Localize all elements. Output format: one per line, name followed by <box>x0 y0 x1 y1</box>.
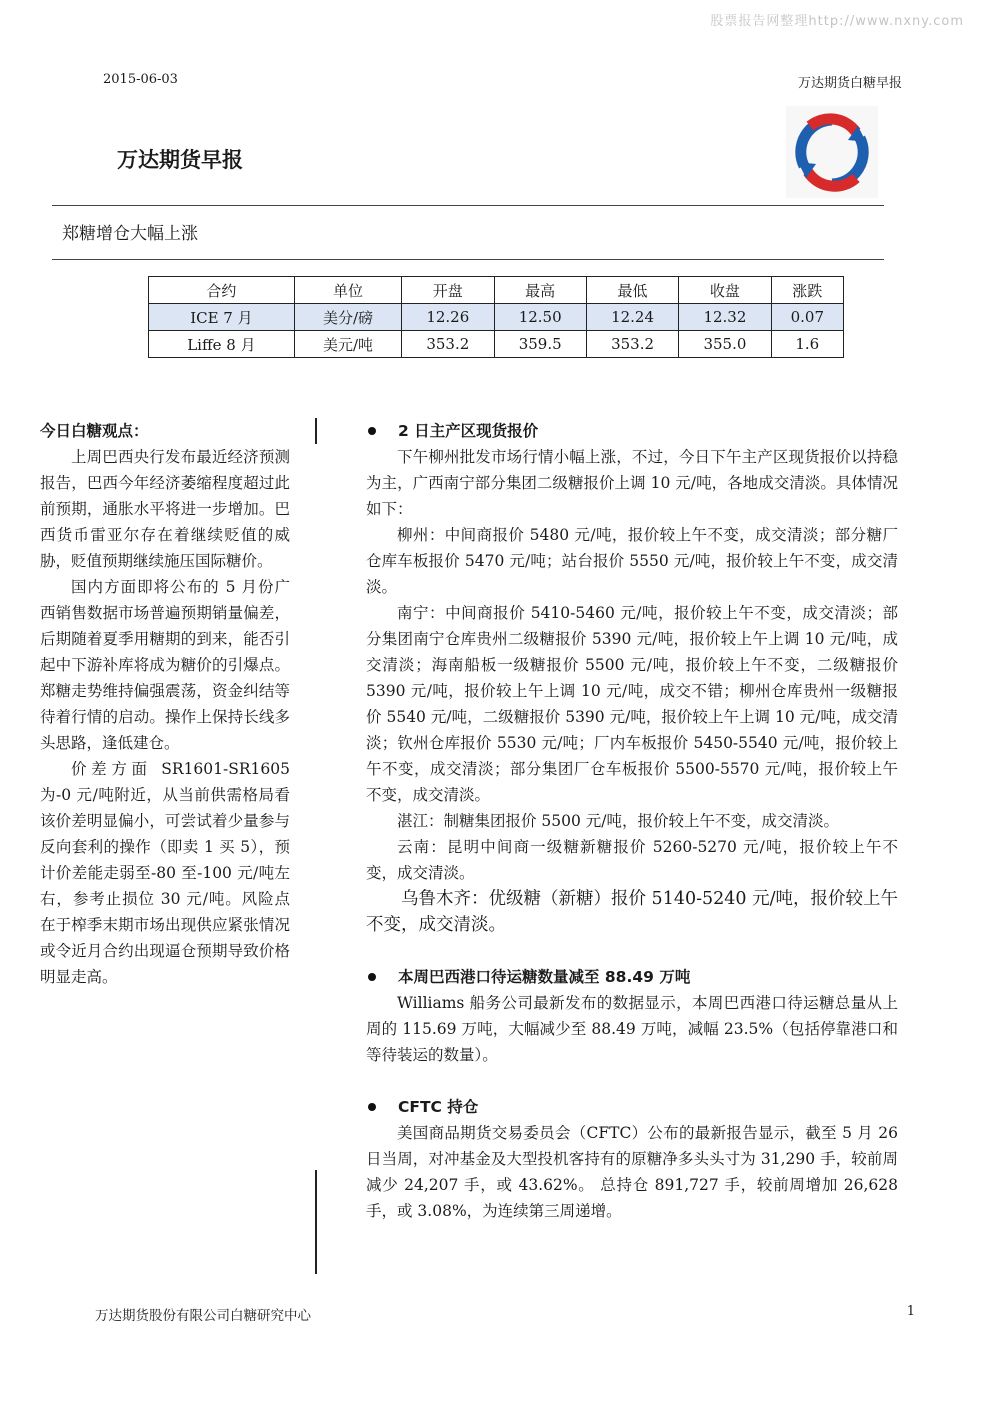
column-separator-top <box>315 418 317 444</box>
table-header-cell: 开盘 <box>402 277 494 304</box>
brazil-port-section <box>366 964 898 1068</box>
table-header-cell: 单位 <box>294 277 401 304</box>
section-paragraph: 柳州：中间商报价 5480 元/吨，报价较上午不变，成交清淡；部分糖厂仓库车板报价 5470 元/吨；站台报价 5550 元/吨，报价较上午不变，成交清淡。 <box>366 526 898 596</box>
cftc-section <box>366 1094 898 1224</box>
bullet-icon <box>368 973 376 981</box>
section-paragraph: 乌鲁木齐：优级糖（新糖）报价 5140-5240 元/吨，报价较上午不变，成交清淡。 <box>366 889 899 935</box>
table-row <box>149 304 844 331</box>
table-cell: 1.6 <box>771 331 843 358</box>
section-paragraph: 湛江：制糖集团报价 5500 元/吨，报价较上午不变，成交清淡。 <box>397 812 840 830</box>
watermark: 股票报告网整理http://www.nxny.com <box>710 14 964 29</box>
section-paragraph: 南宁：中间商报价 5410-5460 元/吨，报价较上午不变，成交清淡；部分集团南宁仓库贵州二级糖报价 5390 元/吨，报价较上午上调 10 元/吨，成交清淡；海南船板一级糖报价 5500 元/吨，报价较上午不变，二级糖报价 5390 元/吨，报价较上午上调 10 元/吨，成交不错；柳州仓库贵州一级糖报价 5540 元/吨，二级糖报价 5390 元/吨，报价较上午上调 10 元/吨，成交清淡；钦州仓库报价 5530 元/吨；厂内车板报价 5450-5540 元/吨，报价较上午不变，成交清淡；部分集团厂仓车板报价 5500-5570 元/吨，报价较上午不变，成交清淡。 <box>366 604 898 804</box>
table-cell: 12.50 <box>494 304 586 331</box>
table-header-row <box>149 277 844 304</box>
section-heading <box>366 418 898 444</box>
page-number: 1 <box>906 1304 915 1319</box>
table-row <box>149 331 844 358</box>
report-title: 万达期货早报 <box>117 148 243 172</box>
table-cell: 美元/吨 <box>294 331 401 358</box>
table-cell: 355.0 <box>679 331 771 358</box>
company-logo <box>786 106 878 198</box>
section-heading-text: CFTC 持仓 <box>398 1098 479 1116</box>
table-cell: ICE 7 月 <box>149 304 295 331</box>
bullet-icon <box>368 427 376 435</box>
section-heading <box>366 1094 898 1120</box>
table-cell: 353.2 <box>402 331 494 358</box>
outlook-paragraph: 价差方面 SR1601-SR1605 为-0 元/吨附近，从当前供需格局看该价差明显偏小，可尝试着少量参与反向套利的操作（即卖 1 买 5），预计价差能走弱至-80 至-100 元/吨左右，参考止损位 30 元/吨。风险点在于榨季末期市场出现供应紧张情况或令近月合约出现逼仓预期导致价格明显走高。 <box>40 760 290 986</box>
section-paragraph: 下午柳州批发市场行情小幅上涨，不过，今日下午主产区现货报价以持稳为主，广西南宁部分集团二级糖报价上调 10 元/吨，各地成交清淡。具体情况如下： <box>366 448 898 518</box>
table-cell: 12.24 <box>586 304 678 331</box>
title-divider <box>52 205 884 206</box>
sugar-outlook-column <box>40 418 290 990</box>
table-header-cell: 最高 <box>494 277 586 304</box>
table-header-cell: 涨跌 <box>771 277 843 304</box>
section-paragraph: Williams 船务公司最新发布的数据显示，本周巴西港口待运糖总量从上周的 115.69 万吨，大幅减少至 88.49 万吨，减幅 23.5%（包括停靠港口和等待装运的数量）。 <box>366 994 898 1064</box>
section-paragraph: 美国商品期货交易委员会（CFTC）公布的最新报告显示，截至 5 月 26 日当周，对冲基金及大型投机客持有的原糖净多头头寸为 31,290 手，较前周减少 24,207 手，或 43.62%。 总持仓 891,727 手，较前周增加 26,628 手，或 3.08%，为连续第三周递增。 <box>366 1124 898 1220</box>
table-cell: 353.2 <box>586 331 678 358</box>
outlook-heading: 今日白糖观点： <box>40 422 149 440</box>
table-header-cell: 合约 <box>149 277 295 304</box>
section-paragraph: 云南：昆明中间商一级糖新糖报价 5260-5270 元/吨，报价较上午不变，成交清淡。 <box>366 838 898 882</box>
footer-company: 万达期货股份有限公司白糖研究中心 <box>95 1308 311 1324</box>
section-heading <box>366 964 898 990</box>
report-date: 2015-06-03 <box>103 72 178 87</box>
price-table <box>148 276 844 358</box>
table-cell: 359.5 <box>494 331 586 358</box>
table-cell: Liffe 8 月 <box>149 331 295 358</box>
table-cell: 0.07 <box>771 304 843 331</box>
report-subtitle: 郑糖增仓大幅上涨 <box>62 224 198 244</box>
table-header-cell: 收盘 <box>679 277 771 304</box>
subtitle-divider <box>52 259 884 260</box>
outlook-paragraph: 上周巴西央行发布最近经济预测报告，巴西今年经济萎缩程度超过此前预期，通胀水平将进一步增加。巴西货币雷亚尔存在着继续贬值的威胁，贬值预期继续施压国际糖价。 <box>40 448 290 570</box>
section-heading-text: 2 日主产区现货报价 <box>398 422 539 440</box>
bullet-icon <box>368 1103 376 1111</box>
spot-price-section <box>366 418 898 938</box>
section-heading-text: 本周巴西港口待运糖数量减至 88.49 万吨 <box>398 968 691 986</box>
table-cell: 美分/磅 <box>294 304 401 331</box>
table-header-cell: 最低 <box>586 277 678 304</box>
header-report-name: 万达期货白糖早报 <box>797 76 902 91</box>
table-cell: 12.32 <box>679 304 771 331</box>
table-cell: 12.26 <box>402 304 494 331</box>
column-separator-bottom <box>315 1170 317 1274</box>
news-column <box>366 418 898 1250</box>
outlook-paragraph: 国内方面即将公布的 5 月份广西销售数据市场普遍预期销量偏差，后期随着夏季用糖期的到来，能否引起中下游补库将成为糖价的引爆点。郑糖走势维持偏强震荡，资金纠结等待着行情的启动。操作上保持长线多头思路，逢低建仓。 <box>40 578 290 752</box>
